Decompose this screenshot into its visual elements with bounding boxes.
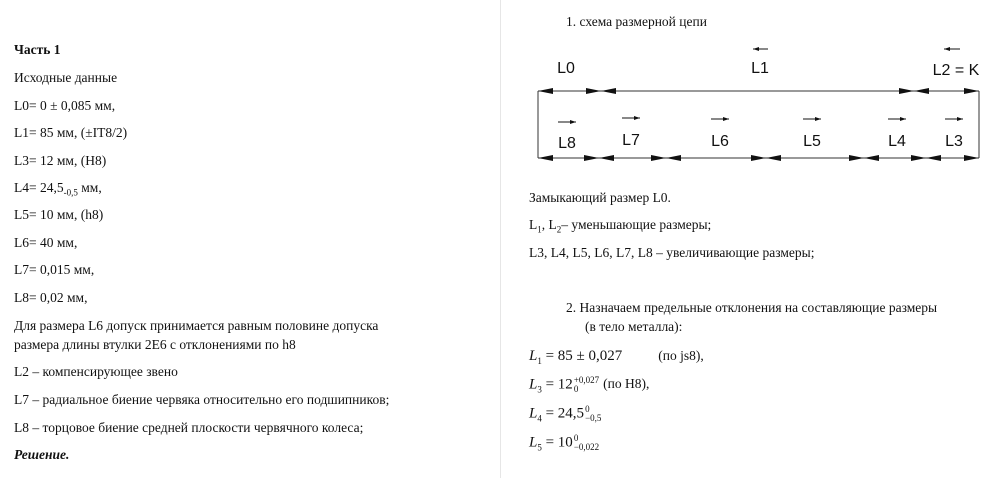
vector-arrow-icon xyxy=(815,117,821,121)
label-l5: L5 xyxy=(803,133,821,150)
formula-sub: 1 xyxy=(537,356,542,366)
step2-subtitle: (в тело металла): xyxy=(585,319,683,334)
l8-description: L8 – торцовое биение средней плоскости червячного колеса; xyxy=(14,420,364,435)
formula-note: (по H8), xyxy=(603,376,650,392)
upper-deviation: 0 xyxy=(573,433,579,443)
note-line-1: Для размера L6 допуск принимается равным половине допуска xyxy=(14,318,379,333)
upper-deviation: +0,027 xyxy=(573,375,600,385)
arrowhead xyxy=(599,155,614,161)
l4-subscript: -0,5 xyxy=(63,187,78,198)
vector-arrow-icon xyxy=(900,117,906,121)
formula-var: L xyxy=(529,348,538,364)
increasing-dims: L3, L4, L5, L6, L7, L8 – увеличивающие размеры; xyxy=(529,245,815,260)
arrowhead xyxy=(751,155,766,161)
formula-eq: = 24,5 xyxy=(541,405,585,422)
param-l3: L3= 12 мм, (H8) xyxy=(14,153,107,168)
initial-data-label: Исходные данные xyxy=(14,70,118,85)
arrowhead xyxy=(666,155,681,161)
vector-arrow-icon xyxy=(753,47,759,51)
vector-arrow-icon xyxy=(944,47,950,51)
label-l0: L0 xyxy=(557,60,575,77)
arrowhead xyxy=(586,88,601,94)
arrowhead xyxy=(601,88,616,94)
arrowhead xyxy=(864,155,879,161)
tolerance-formula xyxy=(529,376,649,394)
lower-deviation: −0,5 xyxy=(585,413,602,423)
solution-heading: Решение. xyxy=(14,447,70,462)
label-l1: L1 xyxy=(751,60,769,77)
label-l3: L3 xyxy=(945,133,963,150)
formula-eq: = 10 xyxy=(541,434,573,451)
step2-title: 2. Назначаем предельные отклонения на составляющие размеры xyxy=(566,300,938,315)
param-l6: L6= 40 мм, xyxy=(14,235,78,250)
vector-arrow-icon xyxy=(723,117,729,121)
formula-sub: 5 xyxy=(537,442,542,453)
arrowhead xyxy=(538,88,553,94)
formula-eq: = 85 ± 0,027 xyxy=(541,348,623,364)
arrowhead xyxy=(964,88,979,94)
formula-var: L xyxy=(529,434,538,451)
l2-description: L2 – компенсирующее звено xyxy=(14,364,178,379)
label-l4: L4 xyxy=(888,133,906,150)
lower-deviation: −0,022 xyxy=(573,442,600,452)
decreasing-dims: $L_1$, $L_2-$ уменьшающие размеры; xyxy=(529,217,712,235)
tolerance-formula xyxy=(529,405,601,423)
tolerance-formula xyxy=(529,348,704,364)
arrowhead xyxy=(899,88,914,94)
dimension-chain-diagram xyxy=(0,0,1000,180)
arrowhead xyxy=(766,155,781,161)
param-l8: L8= 0,02 мм, xyxy=(14,290,88,305)
vector-arrow-icon xyxy=(570,120,576,124)
l4-unit: мм, xyxy=(77,180,102,195)
param-l5: L5= 10 мм, (h8) xyxy=(14,207,104,222)
formula-note: (по js8), xyxy=(658,348,704,363)
arrowhead xyxy=(914,88,929,94)
vector-arrow-icon xyxy=(634,116,640,120)
param-l7: L7= 0,015 мм, xyxy=(14,262,95,277)
l4-value: L4= 24,5 xyxy=(14,180,64,195)
closing-dimension: Замыкающий размер L0. xyxy=(529,190,671,205)
arrowhead xyxy=(911,155,926,161)
formula-sub: 3 xyxy=(537,384,542,395)
tolerance-formula xyxy=(529,434,599,452)
arrowhead xyxy=(926,155,941,161)
label-l6: L6 xyxy=(711,133,729,150)
param-l1: L1= 85 мм, (±IT8/2) xyxy=(14,125,128,140)
param-l4 xyxy=(14,180,102,196)
arrowhead xyxy=(651,155,666,161)
label-l2: L2 = K xyxy=(932,62,980,79)
label-l7: L7 xyxy=(622,132,640,149)
formula-sub: 4 xyxy=(537,413,542,424)
vector-arrow-icon xyxy=(957,117,963,121)
arrowhead xyxy=(538,155,553,161)
l7-description: L7 – радиальное биение червяка относительно его подшипников; xyxy=(14,392,390,407)
formula-var: L xyxy=(529,405,538,422)
formula-var: L xyxy=(529,376,538,393)
arrowhead xyxy=(964,155,979,161)
step1-title: 1. схема размерной цепи xyxy=(566,14,707,29)
param-l0: L0= 0 ± 0,085 мм, xyxy=(14,98,116,113)
arrowhead xyxy=(584,155,599,161)
formula-eq: = 12 xyxy=(541,376,573,393)
upper-deviation: 0 xyxy=(585,404,590,414)
lower-deviation: 0 xyxy=(573,384,579,394)
note-line-2: размера длины втулки 2Е6 с отклонениями по h8 xyxy=(14,337,296,352)
heading: Часть 1 xyxy=(14,42,61,57)
label-l8: L8 xyxy=(558,135,576,152)
arrowhead xyxy=(849,155,864,161)
